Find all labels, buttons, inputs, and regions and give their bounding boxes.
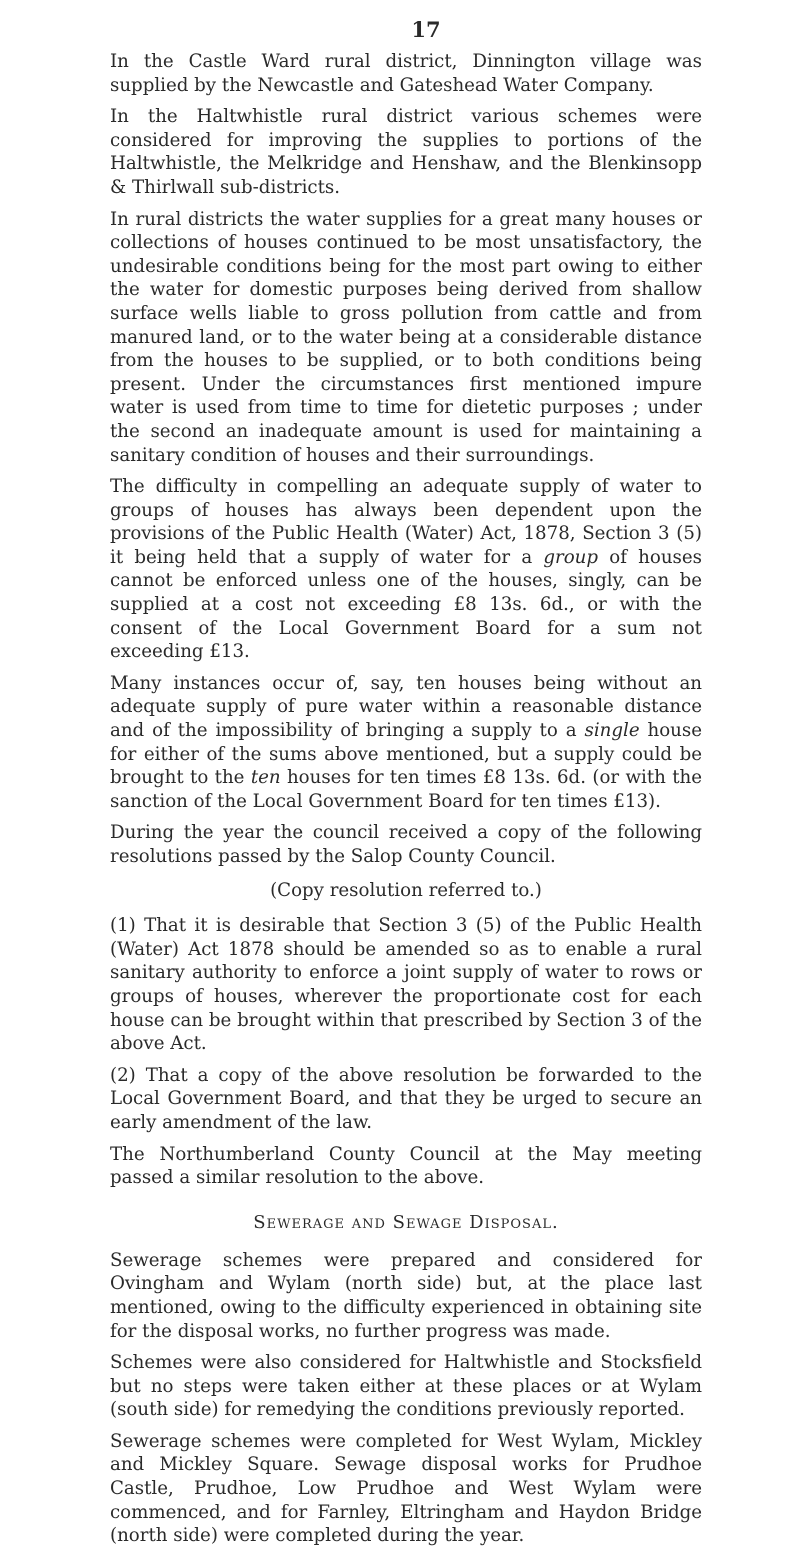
text-segment: The difficulty in compelling an adequate supply of water to groups of houses has always been dependent upon the provisions of the Public Health (Water) Act, 1878, Section 3 (5) it being held that a supply of water for a — [110, 476, 702, 568]
section-heading: Sewerage and Sewage Disposal. — [253, 1211, 559, 1233]
paragraph-public-health-act — [110, 475, 702, 664]
text-segment: houses for ten times £8 13s. 6d. (or with the sanction of the Local Government Board for ten times £13). — [110, 767, 703, 812]
text-segment: Many instances occur of, say, ten houses being without an adequate supply of pure water within a reasonable distance and of the impossibility of bringing a supply to a — [110, 672, 702, 742]
emphasis-ten: ten — [250, 767, 281, 789]
paragraph-rural-water-supplies: In rural districts the water supplies for a great many houses or collections of houses continued to be most unsatisfactory, the undesirable conditions being for the most part owing to either the water for domestic purposes being derived from shallow surface wells liable to gross pollution from cattle and from manured land, or to the water being at a considerable distance from the houses to be supplied, or to both conditions being present. Under the circumstances first mentioned impure water is used from time to time for dietetic purposes ; under the second an inadequate amount is used for maintaining a sanitary condition of houses and their surroundings. — [110, 208, 702, 466]
paragraph-northumberland-resolution: The Northumberland County Council at the May meeting passed a similar resolution to the above. — [110, 1143, 702, 1189]
paragraph-haltwhistle-schemes: In the Haltwhistle rural district various schemes were considered for improving the supplies to portions of the Haltwhistle, the Melkridge and Henshaw, and the Blenkinsopp & Thirlwall sub-districts. — [110, 106, 702, 198]
paragraph-haltwhistle-stocksfield: Schemes were also considered for Haltwhistle and Stocksfield but no steps were taken either at these places or at Wylam (south side) for remedying the conditions previously reported. — [110, 1352, 702, 1421]
resolution-1: (1) That it is desirable that Section 3 (5) of the Public Health (Water) Act 1878 should be amended so as to enable a rural sanitary authority to enforce a joint supply of water to rows or groups of houses, wherever the proportionate cost for each house can be brought within that prescribed by Section 3 of the above Act. — [110, 915, 702, 1055]
paragraph-ten-houses — [110, 672, 702, 814]
text-segment: house for either of the sums above mentioned, but a supply could be brought to the — [110, 720, 702, 789]
emphasis-single: single — [584, 720, 640, 742]
paragraph-completed-schemes: Sewerage schemes were completed for West Wylam, Mickley and Mickley Square. Sewage disposal works for Prudhoe Castle, Prudhoe, Low Prudhoe and West Wylam were commenced, and for Farnley, Eltringham and Haydon Bridge (north side) were completed during the year. — [110, 1430, 702, 1547]
paragraph-castle-ward: In the Castle Ward rural district, Dinnington village was supplied by the Newcastle and Gateshead Water Company. — [110, 51, 702, 96]
text-segment: of houses cannot be enforced unless one of the houses, singly, can be supplied at a cost not exceeding £8 13s. 6d., or with the consent of the Local Government Board for a sum not exceeding £13. — [110, 546, 702, 663]
resolution-2: (2) That a copy of the above resolution be forwarded to the Local Government Board, and that they be urged to secure an early amendment of the law. — [110, 1064, 702, 1133]
emphasis-group: group — [543, 546, 599, 568]
page-number: 17 — [411, 17, 441, 42]
paragraph-ovingham-wylam: Sewerage schemes were prepared and considered for Ovingham and Wylam (north side) but, at the place last mentioned, owing to the difficulty experienced in obtaining site for the disposal works, no further progress was made. — [110, 1249, 702, 1342]
copy-resolution-note: (Copy resolution referred to.) — [270, 879, 542, 901]
paragraph-salop-resolutions: During the year the council received a copy of the following resolutions passed by the Salop County Council. — [110, 822, 702, 867]
